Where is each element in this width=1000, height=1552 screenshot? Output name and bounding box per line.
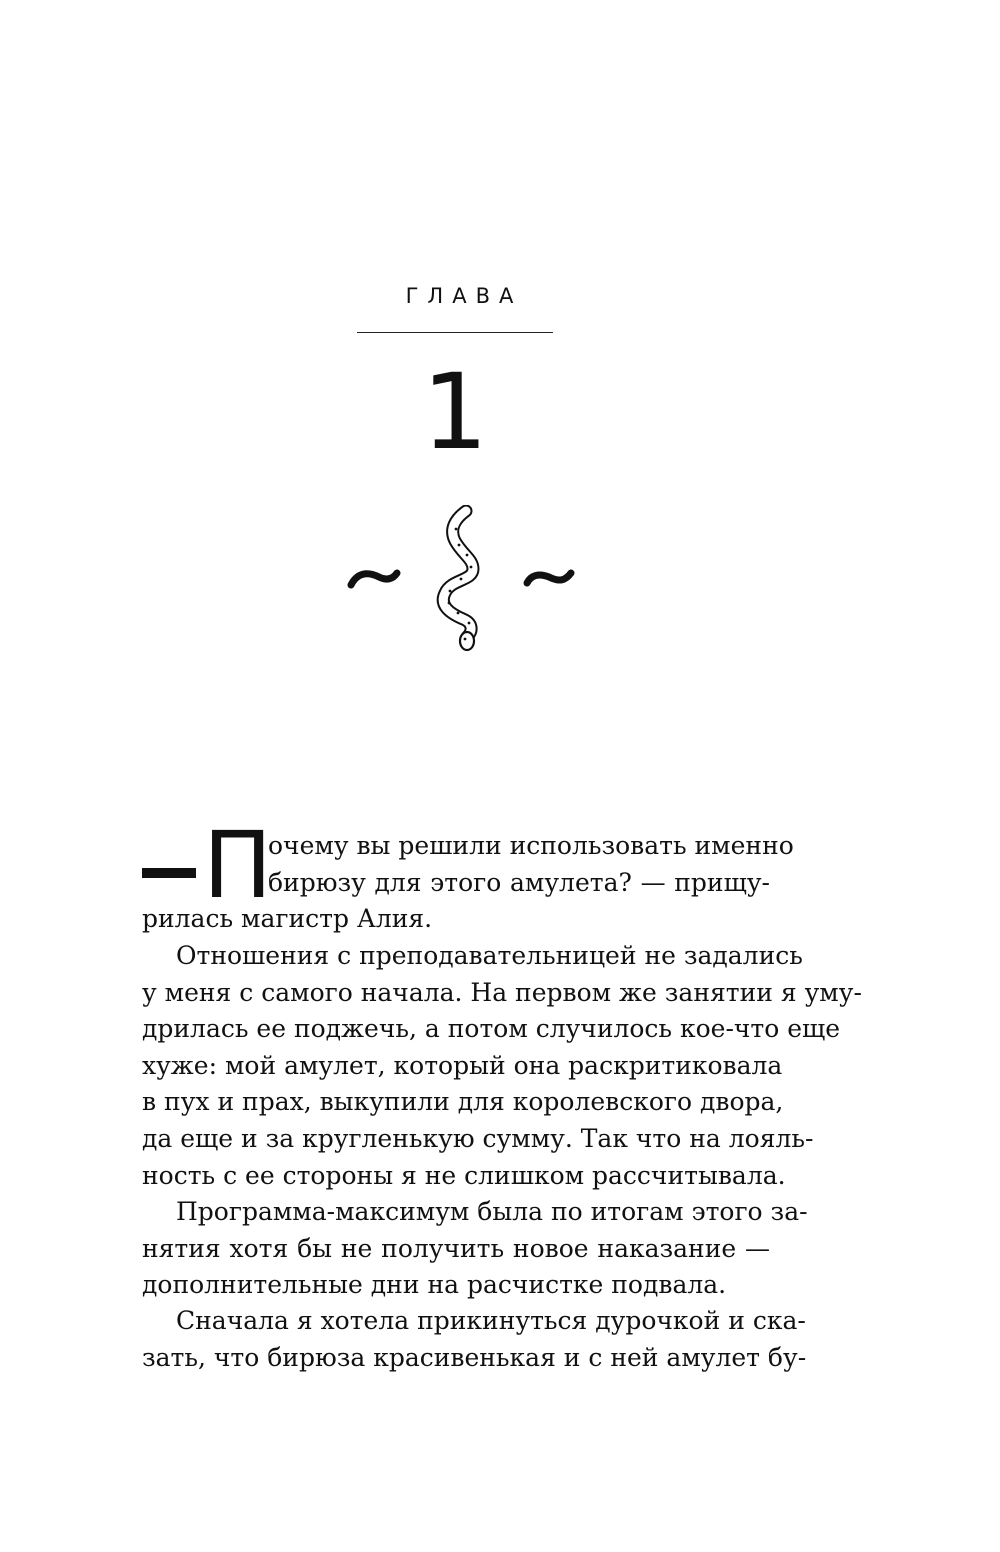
text-line: да еще и за кругленькую сумму. Так что на лояль- <box>142 1123 814 1153</box>
text-line: очему вы решили использовать именно <box>268 831 794 860</box>
text-line: зать, что бирюза красивенькая и с ней амулет бу- <box>142 1342 807 1372</box>
snake-head-icon <box>460 632 474 650</box>
text-line: в пух и прах, выкупили для королевского двора, <box>142 1087 784 1117</box>
drop-cap-dash <box>142 868 196 878</box>
text-line: бирюзу для этого амулета? — прищу- <box>268 867 770 897</box>
text-line: рилась магистр Алия. <box>142 904 433 933</box>
text-line: у меня с самого начала. На первом же занятии я уму- <box>142 977 862 1007</box>
text-line: дополнительные дни на расчистке подвала. <box>142 1270 727 1300</box>
text-line: Программа-максимум была по итогам этого за- <box>176 1197 808 1226</box>
right-flourish-icon <box>527 573 571 583</box>
paragraph-3 <box>142 1194 808 1304</box>
paragraph-1-lines <box>268 828 794 901</box>
left-flourish-icon <box>351 573 397 585</box>
text-line: ность с ее стороны я не слишком рассчитывала. <box>142 1160 786 1190</box>
snake-ornament-icon <box>345 505 580 655</box>
chapter-label: ГЛАВА <box>405 284 523 308</box>
drop-cap: П <box>203 812 273 919</box>
chapter-rule <box>357 332 553 333</box>
paragraph-4 <box>142 1303 807 1376</box>
text-line: хуже: мой амулет, который она раскритиковала <box>142 1050 783 1080</box>
paragraph-1-tail <box>142 901 770 938</box>
chapter-number: 1 <box>421 351 489 473</box>
text-line: Сначала я хотела прикинуться дурочкой и ска- <box>176 1306 806 1335</box>
text-line: дрилась ее поджечь, а потом случилось кое-что еще <box>142 1014 841 1044</box>
text-line: Отношения с преподавательницей не задались <box>176 941 803 970</box>
text-line: нятия хотя бы не получить новое наказание — <box>142 1233 770 1263</box>
paragraph-2 <box>142 938 862 1194</box>
